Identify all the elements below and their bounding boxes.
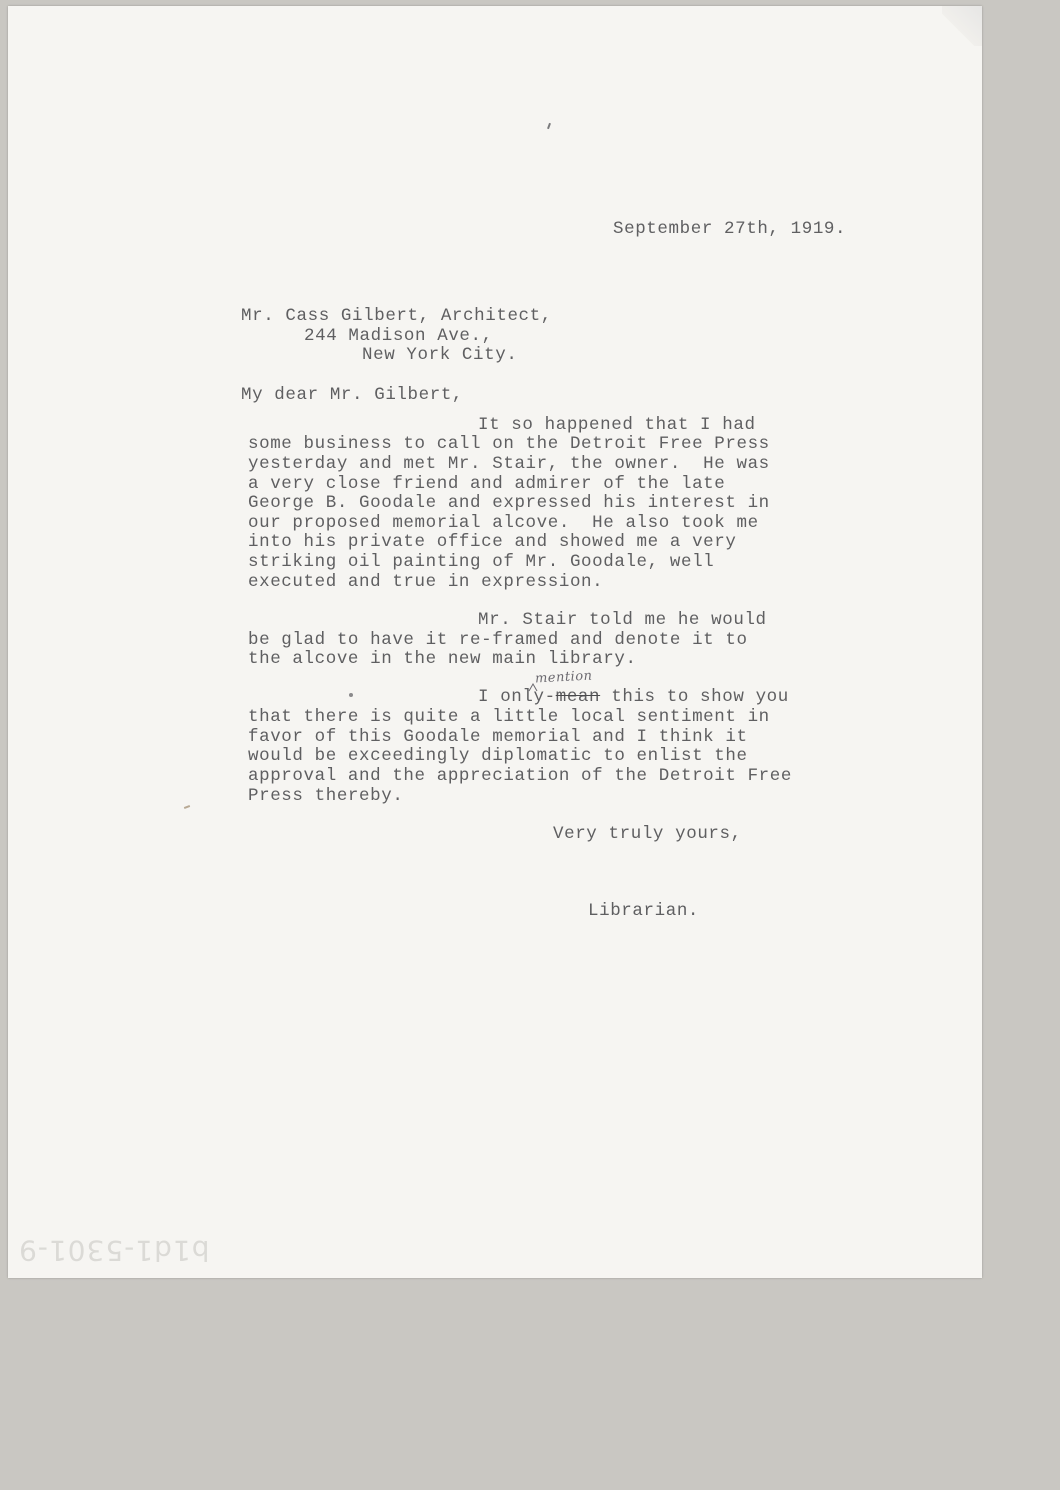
page-corner [942, 6, 982, 46]
paragraph3-prefix: I only- [478, 687, 556, 707]
closing: Very truly yours, [553, 824, 742, 844]
paragraph3-line: favor of this Goodale memorial and I think it [248, 727, 748, 747]
paragraph1-line: George B. Goodale and expressed his interest in [248, 493, 770, 513]
ink-dot [349, 693, 353, 697]
handwritten-correction: mention [534, 668, 593, 687]
struck-word: mean [555, 687, 601, 707]
salutation: My dear Mr. Gilbert, [241, 385, 464, 405]
letter-date: September 27th, 1919. [613, 219, 847, 239]
paragraph3-line: that there is quite a little local sentiment in [248, 707, 770, 727]
letter-page [8, 6, 982, 1278]
paragraph1-line: our proposed memorial alcove. He also took me [248, 513, 759, 533]
paragraph1-line: into his private office and showed me a very [248, 532, 737, 552]
paragraph1-line: striking oil painting of Mr. Goodale, well [248, 552, 715, 572]
archive-stamp: b1d1-5301-9 [18, 1234, 210, 1267]
recipient-street: 244 Madison Ave., [304, 326, 493, 346]
recipient-name: Mr. Cass Gilbert, Architect, [241, 306, 552, 326]
paragraph3-first-line [478, 689, 789, 707]
paragraph3-suffix: this to show you [600, 687, 789, 707]
ink-speck [547, 123, 551, 129]
paragraph2-line: be glad to have it re-framed and denote it to [248, 630, 748, 650]
paragraph2-line: Mr. Stair told me he would [478, 610, 767, 630]
paragraph1-line: yesterday and met Mr. Stair, the owner. He was [248, 454, 770, 474]
paragraph1-line: It so happened that I had [478, 415, 756, 435]
paper-speck [184, 805, 190, 809]
signoff-title: Librarian. [588, 901, 700, 921]
paragraph3-line: Press thereby. [248, 786, 404, 806]
paragraph1-line: executed and true in expression. [248, 572, 604, 592]
recipient-city: New York City. [362, 345, 518, 365]
paragraph2-line: the alcove in the new main library. [248, 649, 637, 669]
paragraph3-line: would be exceedingly diplomatic to enlist the [248, 746, 748, 766]
paragraph1-line: a very close friend and admirer of the late [248, 474, 726, 494]
paragraph3-line: approval and the appreciation of the Detroit Free [248, 766, 792, 786]
paragraph1-line: some business to call on the Detroit Free Press [248, 434, 770, 454]
